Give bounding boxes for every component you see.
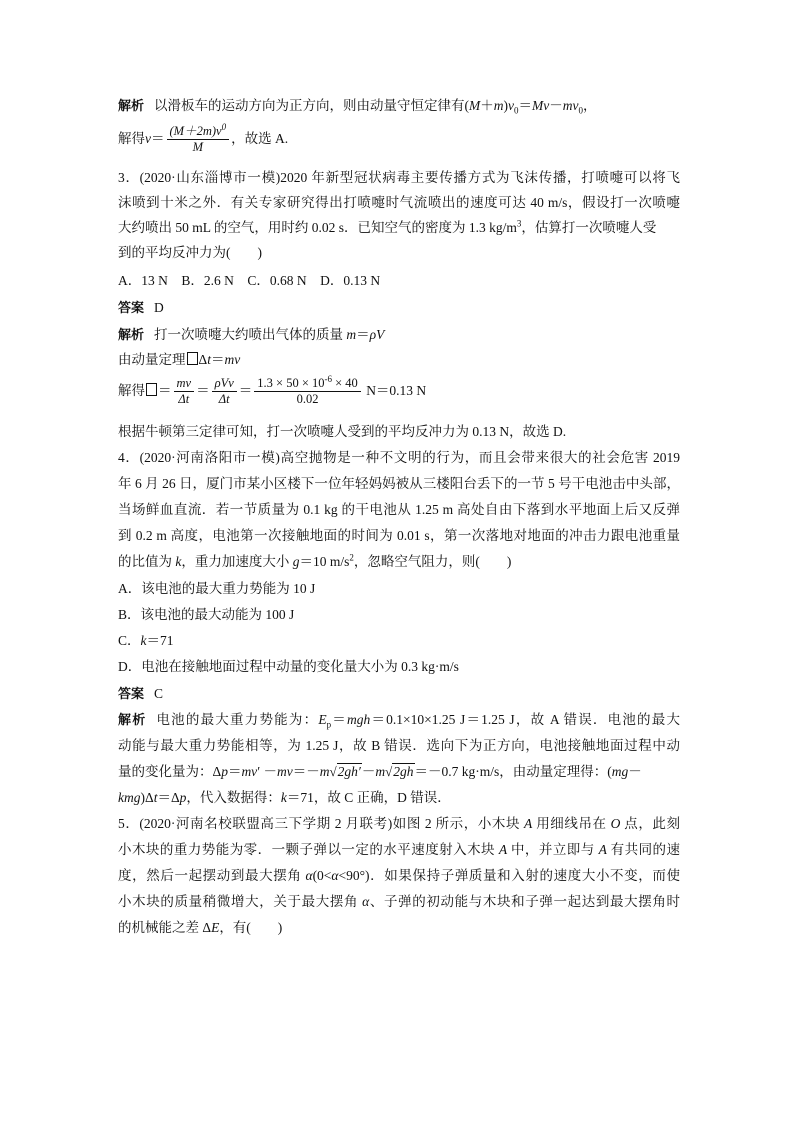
question-5-text: 的机械能之差 ΔE，有( )	[118, 920, 283, 935]
analysis-line: 根据牛顿第三定律可知，打一次喷嚏人受到的平均反冲力为 0.13 N，故选 D.	[118, 424, 567, 439]
answer-value: C	[154, 686, 164, 701]
answer-label: 答案	[118, 300, 145, 315]
analysis-label: 解析	[118, 327, 145, 342]
question-5-text: 5．(2020·河南名校联盟高三下学期 2 月联考)如图 2 所示，小木块 A 用细线吊在 O 点，此刻	[118, 816, 680, 831]
question-3-text: 到的平均反冲力为( )	[118, 245, 262, 260]
question-3-options: A．13 N B．2.6 N C．0.68 N D．0.13 N	[118, 273, 381, 288]
sqrt-sign: √	[329, 764, 337, 779]
fraction: $\frac{1.3 \times 50 \times 10^{-6} \times 40}{0.02}$	[254, 376, 361, 407]
fraction: $\frac{\text{ρVv}}{\Delta t}$	[212, 376, 237, 407]
option-d: D．电池在接触地面过程中动量的变化量大小为 0.3 kg·m/s	[118, 659, 459, 674]
sqrt-sign: √	[385, 764, 393, 779]
answer-label: 答案	[118, 686, 145, 701]
question-4-text: 当场鲜血直流．若一节质量为 0.1 kg 的干电池从 1.25 m 高处自由下落到水平地面上后又反弹	[118, 502, 680, 517]
placeholder-box	[187, 352, 198, 365]
question-4-text: 年 6 月 26 日，厦门市某小区楼下一位年轻妈妈被从三楼阳台丢下的一节 5 号干电池击中头部，	[118, 476, 680, 491]
analysis-label: 解析	[118, 712, 147, 727]
analysis-line: 动能与最大重力势能相等，为 1.25 J，故 B 错误．选向下为正方向，电池接触地面过程中动	[118, 738, 680, 753]
analysis-label: 解析	[118, 98, 145, 113]
analysis-line: kmg)Δt＝Δp，代入数据得：k＝71，故 C 正确，D 错误．	[118, 790, 451, 805]
analysis-line: 量的变化量为：Δp＝mv′ －mv＝－m√2gh′－m√2gh＝－0.7 kg·m/s，由动量定理得：(mg－	[118, 764, 642, 779]
solution-line: 解得v＝ $\frac{(M+2m)v^0}{M}$ ，故选 A.	[118, 122, 289, 155]
question-3-text: 3．(2020·山东淄博市一模)2020 年新型冠状病毒主要传播方式为飞沫传播，打喷嚏可以将飞	[118, 170, 680, 185]
question-5-text: 度，然后一起摆动到最大摆角 α(0<α<90°)．如果保持子弹质量和入射的速度大小不变，而使	[118, 868, 681, 883]
question-5-text: 小木块的重力势能为零．一颗子弹以一定的水平速度射入木块 A 中，并立即与 A 有共同的速	[118, 842, 681, 857]
question-4-text: 4．(2020·河南洛阳市一模)高空抛物是一种不文明的行为，而且会带来很大的社会危害 2019	[118, 450, 680, 465]
question-4-text: 的比值为 k，重力加速度大小 g＝10 $m/s^2$，忽略空气阻力，则( )	[118, 552, 512, 569]
answer-value: D	[154, 300, 164, 315]
answer-line	[118, 684, 163, 704]
analysis-line: 解析 电池的最大重力势能为：$E_p=mgh=0.1\times 10\times 1.25$ J＝1.25 J，故 A 错误．电池的最大	[118, 712, 680, 730]
fraction: $\frac{(M+2m)v^0}{M}$	[167, 124, 230, 155]
question-5-text: 小木块的质量稍微增大，关于最大摆角 α、子弹的初动能与木块和子弹一起达到最大摆角时	[118, 894, 681, 909]
question-3-text: 大约喷出 50 mL 的空气，用时约 0.02 s．已知空气的密度为 1.3 $kg/m^3$，估算打一次喷嚏人受	[118, 218, 657, 235]
solution-line: 解析 以滑板车的运动方向为正方向，则由动量守恒定律有$(M+m)v_0=Mv-mv_0$，	[118, 98, 597, 116]
placeholder-box	[146, 383, 157, 396]
fraction: $\frac{mv}{\Delta t}$	[174, 376, 195, 407]
option-a: A．该电池的最大重力势能为 10 J	[118, 581, 316, 596]
analysis-line: 由动量定理 Δt＝mv	[118, 352, 241, 367]
option-b: B．该电池的最大动能为 100 J	[118, 607, 295, 622]
question-4-text: 到 0.2 m 高度，电池第一次接触地面的时间为 0.01 s，第一次落地对地面的冲击力跟电池重量	[118, 528, 680, 543]
analysis-line: 解得 ＝ $\frac{mv}{\Delta t}$ ＝ $\frac{\text{ρVv}}{\Delta t}$ ＝ $\frac{1.3 \times 50 \times 10^{-6} \times 40}{0.02}$ N＝0.13 N	[118, 374, 427, 407]
analysis-line: 解析 打一次喷嚏大约喷出气体的质量 m＝ρV	[118, 327, 385, 342]
question-3-text: 沫喷到十米之外．有关专家研究得出打喷嚏时气流喷出的速度可达 40 m/s，假设打一次喷嚏	[118, 195, 680, 210]
option-c: C．k＝71	[118, 633, 174, 648]
answer-line	[118, 298, 164, 318]
